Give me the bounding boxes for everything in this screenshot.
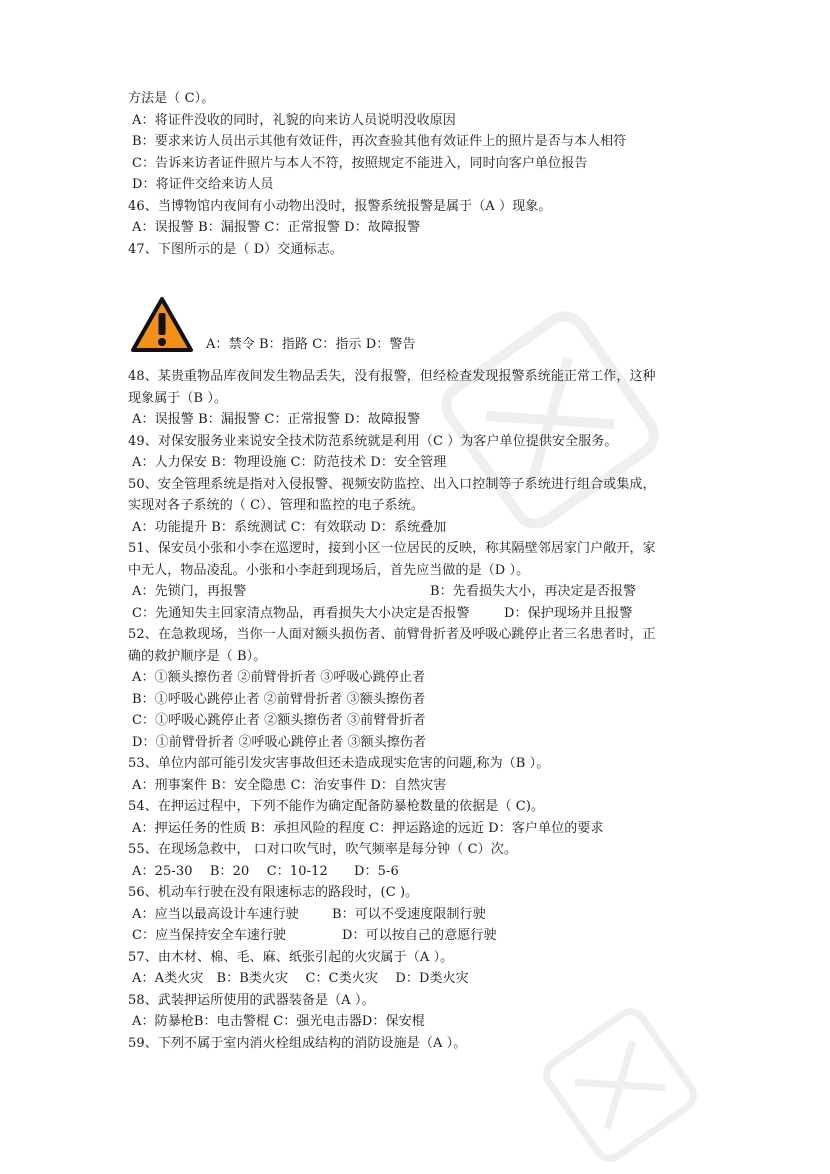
option-line: A：误报警 B：漏报警 C：正常报警 D：故障报警 bbox=[132, 220, 421, 235]
option-line: B：可以不受速度限制行驶 bbox=[332, 906, 486, 922]
option-line: B：先看损失大小，再决定是否报警 bbox=[430, 584, 637, 599]
option-line: A：防暴枪B：电击警棍 C：强光电击器D：保安棍 bbox=[132, 1014, 425, 1029]
q47-options: A：禁令 B：指路 C：指示 D：警告 bbox=[206, 337, 416, 352]
option-line: A：功能提升 B：系统测试 C：有效联动 D：系统叠加 bbox=[132, 519, 447, 535]
option-line: A：将证件没收的同时，礼貌的向来访人员说明没收原因 bbox=[132, 112, 456, 128]
question-52: 52、在急救现场，当你一人面对额头损伤者、前臂骨折者及呼吸心跳停止者三名患者时，正 bbox=[128, 627, 656, 642]
question-46: 46、当博物馆内夜间有小动物出没时，报警系统报警是属于（A ）现象。 bbox=[128, 198, 552, 214]
question-57: 57、由木材、棉、毛、麻、纸张引起的火灾属于（A ）。 bbox=[128, 949, 454, 965]
option-line: A：先锁门，再报警 bbox=[132, 584, 247, 599]
option-line: D：保护现场并且报警 bbox=[504, 605, 633, 621]
question-59: 59、下列不属于室内消火栓组成结构的消防设施是（A ）。 bbox=[128, 1035, 467, 1051]
option-line: C：应当保持安全车速行驶 bbox=[132, 928, 287, 943]
option-row bbox=[128, 925, 708, 947]
question-51: 51、保安员小张和小李在巡逻时，接到小区一位居民的反映，称其隔壁邻居家门户敞开，家 bbox=[128, 541, 656, 556]
question-53: 53、单位内部可能引发灾害事故但还未造成现实危害的问题,称为（B ）。 bbox=[128, 756, 550, 771]
question-56: 56、机动车行驶在没有限速标志的路段时，(C )。 bbox=[128, 885, 419, 900]
option-line: D：①前臂骨折者 ②呼吸心跳停止者 ③额头擦伤者 bbox=[132, 734, 427, 750]
question-55: 55、在现场急救中， 口对口吹气时，吹气频率是每分钟（ C）次。 bbox=[128, 842, 517, 857]
q47-figure-row bbox=[128, 270, 708, 366]
option-line: C：先通知失主回家清点物品，再看损失大小决定是否报警 bbox=[132, 605, 470, 621]
question-list bbox=[128, 88, 708, 1054]
question-49: 49、对保安服务业来说安全技术防范系统就是利用（C ）为客户单位提供安全服务。 bbox=[128, 433, 618, 449]
question-48: 48、某贵重物品库夜间发生物品丢失，没有报警，但经检查发现报警系统能正常工作，这种 bbox=[128, 369, 656, 384]
text-line: 确的救护顺序是（ B）。 bbox=[128, 648, 267, 664]
option-line: A：①额头擦伤者 ②前臂骨折者 ③呼吸心跳停止者 bbox=[132, 670, 426, 685]
option-line: D：可以按自己的意愿行驶 bbox=[342, 928, 497, 943]
option-line: D：将证件交给来访人员 bbox=[132, 177, 274, 192]
question-58: 58、武装押运所使用的武器装备是（A ）。 bbox=[128, 992, 375, 1008]
option-line: A：误报警 B：漏报警 C：正常报警 D：故障报警 bbox=[132, 412, 421, 427]
question-54: 54、在押运过程中，下列不能作为确定配备防暴枪数量的依据是（ C)。 bbox=[128, 799, 545, 814]
option-row bbox=[128, 581, 708, 603]
option-line: A：25-30 B：20 C：10-12 D：5-6 bbox=[132, 863, 399, 879]
option-line: A：A类火灾 B：B类火灾 C：C类火灾 D：D类火灾 bbox=[132, 971, 469, 986]
option-line: C：告诉来访者证件照片与本人不符，按照规定不能进入，同时向客户单位报告 bbox=[132, 155, 588, 171]
option-line: A：人力保安 B：物理设施 C：防范技术 D：安全管理 bbox=[132, 455, 447, 470]
option-row bbox=[128, 904, 708, 926]
option-line: B：①呼吸心跳停止者 ②前臂骨折者 ③额头擦伤者 bbox=[132, 691, 426, 707]
option-line: A：押运任务的性质 B：承担风险的程度 C：押运路途的远近 D：客户单位的要求 bbox=[132, 820, 604, 836]
text-line: 实现对各子系统的（ C）、管理和监控的电子系统。 bbox=[128, 498, 424, 513]
option-row bbox=[128, 603, 708, 625]
text-line: 方法是（ C）。 bbox=[128, 91, 215, 106]
warning-triangle-icon bbox=[130, 296, 194, 354]
option-line: B：要求来访人员出示其他有效证件，再次查验其他有效证件上的照片是否与本人相符 bbox=[132, 134, 627, 149]
text-line: 中无人，物品凌乱。小张和小李赶到现场后，首先应当做的是（D ）。 bbox=[128, 562, 530, 578]
option-line: A：刑事案件 B：安全隐患 C：治安事件 D：自然灾害 bbox=[132, 777, 447, 793]
text-line: 现象属于（B ）。 bbox=[128, 390, 228, 406]
option-line: A：应当以最高设计车速行驶 bbox=[132, 906, 299, 922]
question-50: 50、安全管理系统是指对入侵报警、视频安防监控、出入口控制等子系统进行组合或集成， bbox=[128, 476, 656, 492]
question-47: 47、下图所示的是（ D）交通标志。 bbox=[128, 241, 343, 257]
option-line: C：①呼吸心跳停止者 ②额头擦伤者 ③前臂骨折者 bbox=[132, 713, 426, 728]
